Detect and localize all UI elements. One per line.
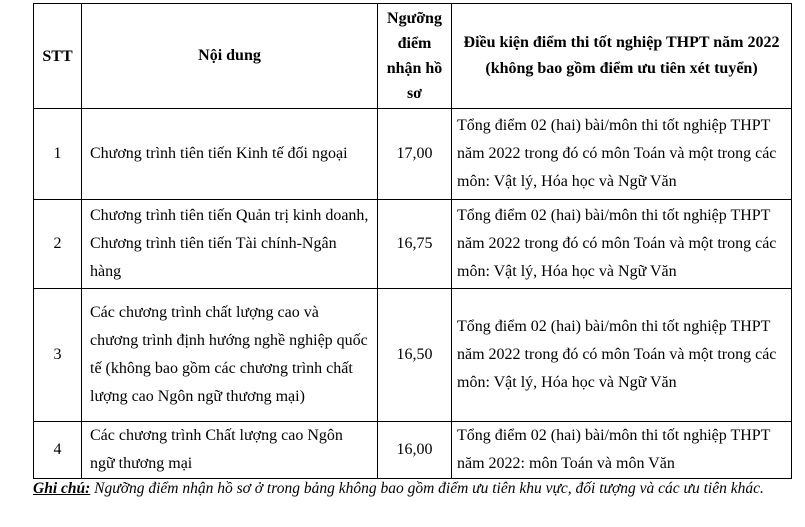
row-content-text: Các chương trình chất lượng cao và chương trình định hướng nghề nghiệp quốc tế (không bao gồm các chương trình chất lượng cao Ngôn ngữ thương mại) xyxy=(90,304,368,405)
table-row xyxy=(34,109,792,200)
header-content-label: Nội dung xyxy=(198,47,261,64)
row-score: 16,00 xyxy=(378,422,452,479)
header-stt-label: STT xyxy=(42,47,73,65)
footnote-label: Ghi chú: xyxy=(33,480,91,497)
header-condition-line1: Điều kiện điểm thi tốt nghiệp THPT năm 2022 xyxy=(463,34,780,51)
row-condition-text: Tổng điểm 02 (hai) bài/môn thi tốt nghiệp THPT năm 2022 trong đó có môn Toán và một trong các môn: Vật lý, Hóa học và Ngữ Văn xyxy=(457,117,777,190)
header-stt xyxy=(34,4,82,109)
table-row xyxy=(34,289,792,422)
row-condition xyxy=(452,200,792,289)
row-condition-text: Tổng điểm 02 (hai) bài/môn thi tốt nghiệp THPT năm 2022 trong đó có môn Toán và một trong các môn: Vật lý, Hóa học và Ngữ Văn xyxy=(457,207,777,280)
row-score: 17,00 xyxy=(378,109,452,200)
row-condition-text: Tổng điểm 02 (hai) bài/môn thi tốt nghiệp THPT năm 2022: môn Toán và môn Văn xyxy=(457,427,771,472)
table-header-row xyxy=(34,4,792,109)
row-content xyxy=(82,422,378,479)
admission-threshold-table xyxy=(33,3,792,479)
footnote-text: Ngưỡng điểm nhận hồ sơ ở trong bảng không bao gồm điểm ưu tiên khu vực, đối tượng và các ưu tiên khác. xyxy=(90,480,764,497)
header-condition xyxy=(452,4,792,109)
row-score: 16,75 xyxy=(378,200,452,289)
table-row xyxy=(34,422,792,479)
row-stt: 2 xyxy=(34,200,82,289)
row-condition xyxy=(452,422,792,479)
row-stt: 1 xyxy=(34,109,82,200)
row-stt: 4 xyxy=(34,422,82,479)
row-condition-text: Tổng điểm 02 (hai) bài/môn thi tốt nghiệp THPT năm 2022 trong đó có môn Toán và một trong các môn: Vật lý, Hóa học và Ngữ Văn xyxy=(457,318,777,391)
header-condition-line2: (không bao gồm điểm ưu tiên xét tuyển) xyxy=(485,60,758,77)
row-content xyxy=(82,200,378,289)
row-content-text: Chương trình tiên tiến Kinh tế đối ngoại xyxy=(90,145,348,162)
row-condition xyxy=(452,289,792,422)
table-row xyxy=(34,200,792,289)
row-score: 16,50 xyxy=(378,289,452,422)
row-content xyxy=(82,289,378,422)
header-score xyxy=(378,4,452,109)
header-score-label: Ngưỡng điểm nhận hồ sơ xyxy=(386,10,443,102)
header-content xyxy=(82,4,378,109)
row-content-text: Chương trình tiên tiến Quản trị kinh doanh, Chương trình tiên tiến Tài chính-Ngân hàng xyxy=(90,207,369,280)
row-stt: 3 xyxy=(34,289,82,422)
row-condition xyxy=(452,109,792,200)
row-content-text: Các chương trình Chất lượng cao Ngôn ngữ thương mại xyxy=(90,427,343,472)
row-content xyxy=(82,109,378,200)
footnote xyxy=(33,477,793,501)
